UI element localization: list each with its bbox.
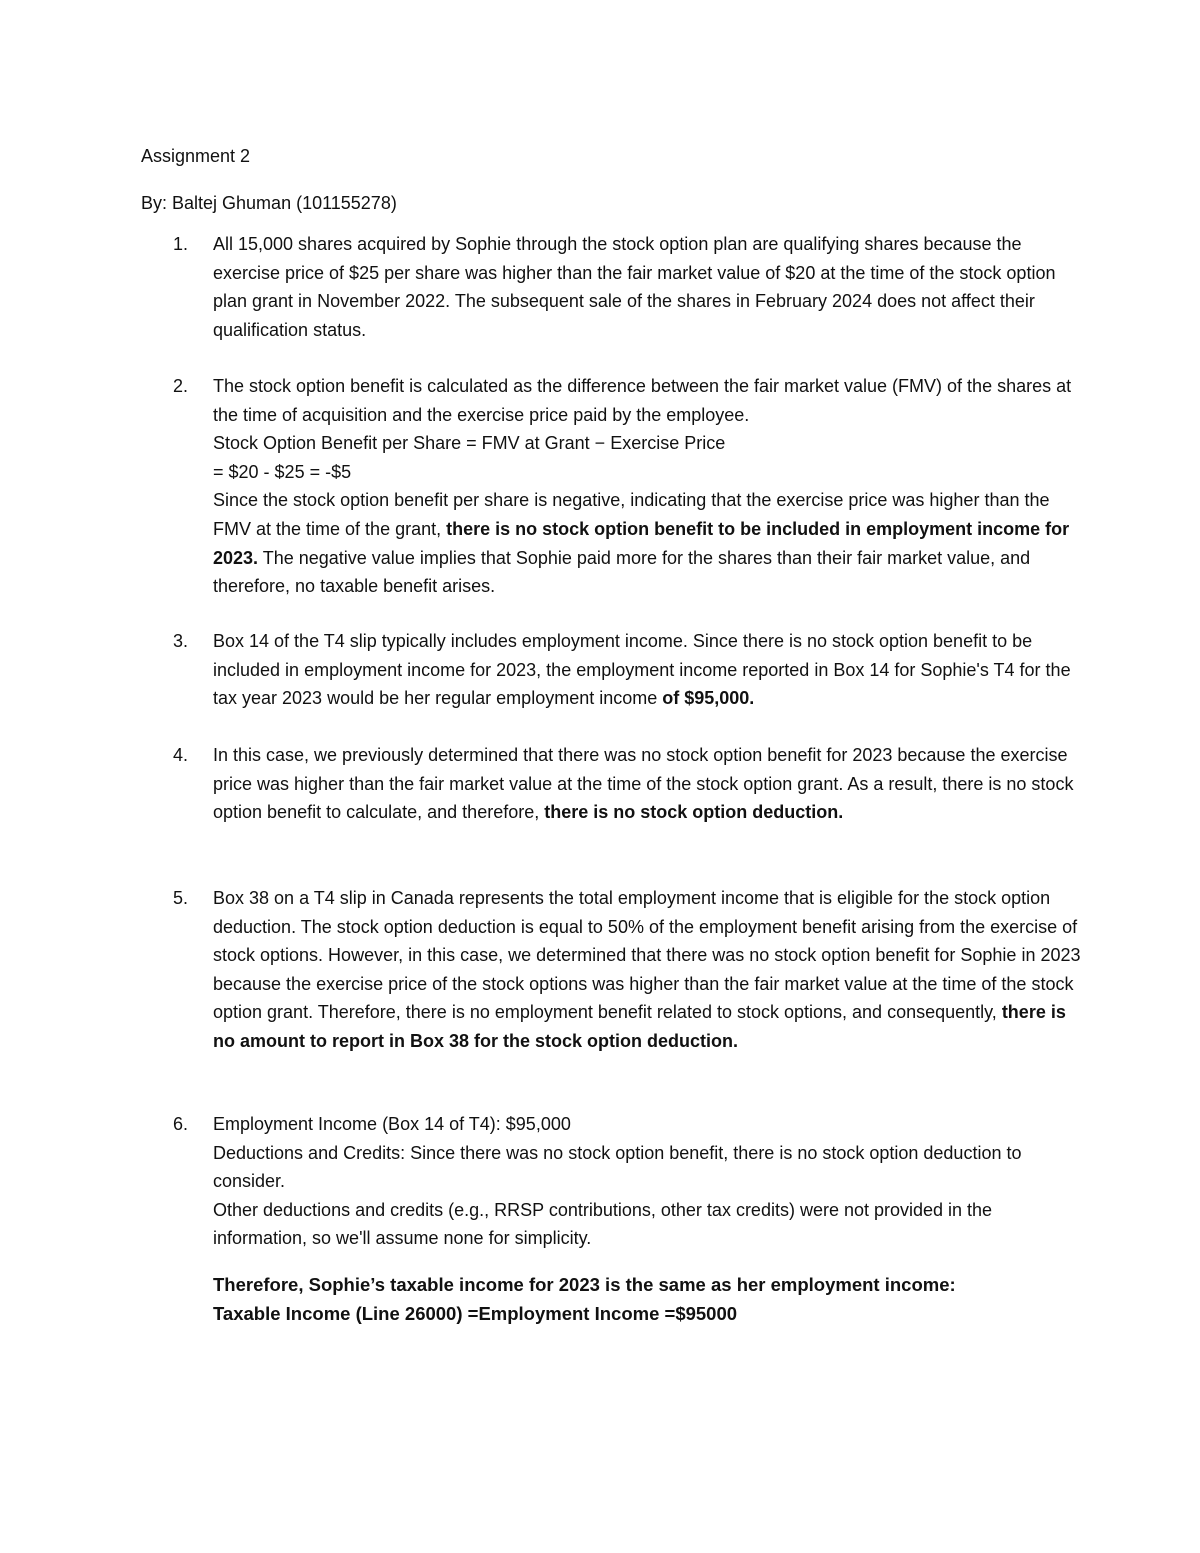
item-3-text-pre: Box 14 of the T4 slip typically includes employment income. Since there is no stock option benefit to be included in employment income for 2023, the employment income reported in Box 14 for Sophie's T4 for the tax year 2023 would be her regular employment income [213, 631, 1071, 709]
item-2-calculation: = $20 - $25 = -$5 [213, 461, 352, 482]
item-5-text [213, 884, 1083, 1056]
list-item-1 [173, 230, 1073, 344]
list-item-3 [173, 627, 1073, 713]
item-2-text-pre: Since the stock option benefit per share is negative, indicating that the exercise price was higher than the FMV at the time of the grant, [213, 490, 1050, 539]
item-6-other-deductions: Other deductions and credits (e.g., RRSP contributions, other tax credits) were not provided in the information, so we'll assume none for simplicity. [213, 1199, 993, 1249]
author-line: By: Baltej Ghuman (101155278) [141, 193, 397, 213]
item-4-bold-conclusion: there is no stock option deduction. [544, 802, 844, 823]
conclusion-statement: Therefore, Sophie’s taxable income for 2023 is the same as her employment income: [213, 1274, 956, 1295]
item-2-explanation [213, 486, 1083, 600]
list-item-4 [173, 741, 1073, 827]
item-4-text-pre: In this case, we previously determined that there was no stock option benefit for 2023 because the exercise price was higher than the fair market value at the time of the stock option grant. As a result, there is no stock option benefit to calculate, and therefore, [213, 745, 1074, 823]
item-2-text-post: The negative value implies that Sophie paid more for the shares than their fair market value, and therefore, no taxable benefit arises. [213, 547, 1031, 597]
list-number: 5. [173, 888, 189, 908]
item-3-text [213, 627, 1083, 713]
list-number: 6. [173, 1114, 189, 1134]
item-3-bold-amount: of $95,000. [662, 688, 755, 709]
item-2-intro: The stock option benefit is calculated as the difference between the fair market value (FMV) of the shares at the time of acquisition and the exercise price paid by the employee. [213, 376, 1072, 425]
list-number: 3. [173, 631, 189, 651]
item-2-formula: Stock Option Benefit per Share = FMV at Grant − Exercise Price [213, 433, 726, 454]
list-item-6 [173, 1110, 1073, 1253]
item-2-bold-conclusion: there is no stock option benefit to be included in employment income for 2023. [213, 518, 1070, 568]
list-number: 4. [173, 745, 189, 765]
conclusion-formula: Taxable Income (Line 26000) =Employment Income =$95000 [213, 1303, 738, 1324]
document-title: Assignment 2 [141, 146, 251, 166]
list-item-5 [173, 884, 1081, 1056]
item-5-bold-conclusion: there is no amount to report in Box 38 for the stock option deduction. [213, 1002, 1066, 1051]
item-6-deductions: Deductions and Credits: Since there was no stock option benefit, there is no stock option deduction to consider. [213, 1142, 1022, 1192]
conclusion-block [213, 1270, 1083, 1328]
list-item-2 [173, 372, 1073, 601]
item-6-employment-income: Employment Income (Box 14 of T4): $95,000 [213, 1114, 571, 1134]
list-number: 1. [173, 234, 189, 254]
list-number: 2. [173, 376, 189, 396]
item-1-text: All 15,000 shares acquired by Sophie through the stock option plan are qualifying shares because the exercise price of $25 per share was higher than the fair market value of $20 at the time of the stock option plan grant in November 2022. The subsequent sale of the shares in February 2024 does not affect their qualification status. [213, 234, 1056, 340]
item-4-text [213, 741, 1083, 827]
item-5-text-pre: Box 38 on a T4 slip in Canada represents the total employment income that is eligible for the stock option deduction. The stock option deduction is equal to 50% of the employment benefit arising from the exercise of stock options. However, in this case, we determined that there was no stock option benefit for Sophie in 2023 because the exercise price of the stock options was higher than the fair market value at the time of the stock option grant. Therefore, there is no employment benefit related to stock options, and consequently, [213, 888, 1081, 1023]
